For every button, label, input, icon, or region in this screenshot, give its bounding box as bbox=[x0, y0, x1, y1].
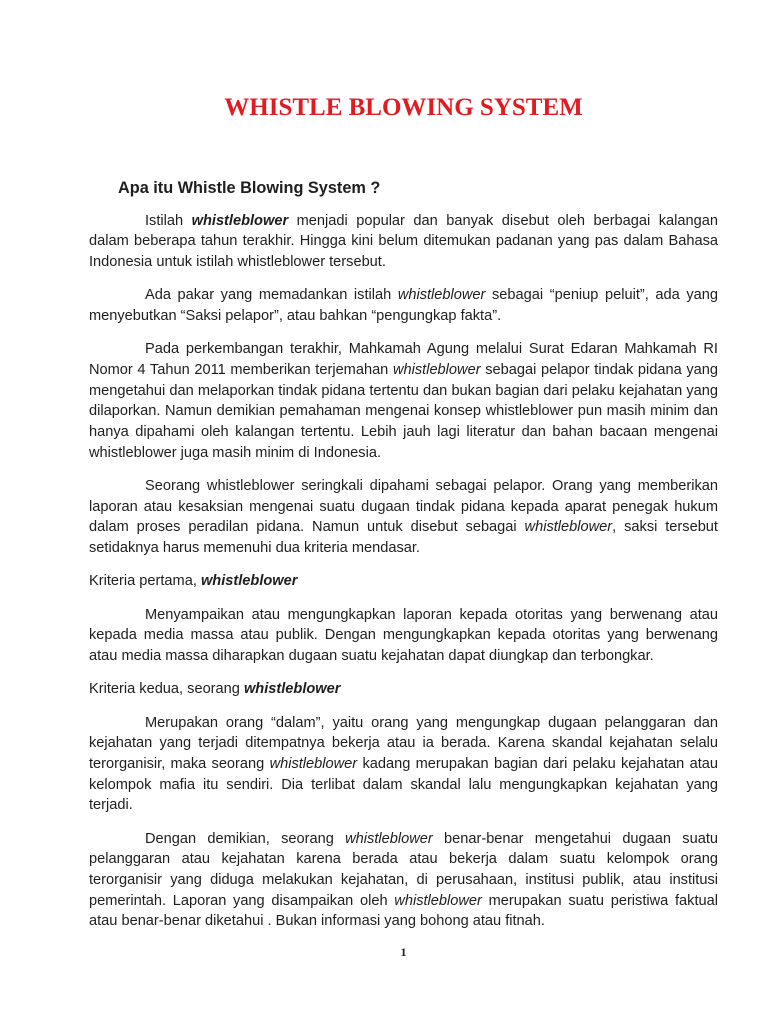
term-whistleblower: whistleblower bbox=[269, 755, 358, 772]
paragraph-text: sebagai “peniup peluit”, ada yang menyebutkan “Saksi pelapor”, atau bahkan “pengungkap fakta”. bbox=[89, 287, 718, 324]
paragraph-text: Menyampaikan atau mengungkapkan laporan kepada otoritas yang berwenang atau kepada media massa atau publik. Dengan mengungkapkan kepada otoritas yang berwenang atau media massa diharapkan dugaan suatu kejahatan dapat diungkap dan terbongkar. bbox=[89, 606, 718, 664]
paragraph-text: Pada perkembangan terakhir, Mahkamah Agung melalui Surat Edaran Mahkamah RI Nomor 4 Tahun 2011 memberikan terjemahan bbox=[89, 341, 718, 378]
paragraph-text: Istilah bbox=[145, 212, 192, 229]
paragraph-text: merupakan suatu peristiwa faktual atau benar-benar diketahui . Bukan informasi yang bohong atau fitnah. bbox=[89, 892, 718, 930]
paragraph-text: Kriteria pertama, bbox=[89, 573, 201, 590]
term-whistleblower: whistleblower bbox=[191, 212, 289, 229]
paragraph-translation bbox=[89, 285, 718, 326]
paragraph-text: menjadi popular dan banyak disebut oleh berbagai kalangan dalam beberapa tahun terakhir. Hingga kini belum ditemukan padanan yang pas dalam Bahasa Indonesia untuk istilah whistleblower tersebut. bbox=[89, 212, 718, 270]
paragraph-text: Kriteria kedua, seorang bbox=[89, 681, 244, 698]
section-heading: Apa itu Whistle Blowing System ? bbox=[118, 179, 381, 197]
paragraph-text: , saksi tersebut setidaknya harus memenuhi dua kriteria mendasar. bbox=[89, 519, 718, 556]
paragraph-text: benar-benar mengetahui dugaan suatu pelanggaran atau kejahatan karena berada atau bekerja dalam suatu kelompok orang terorganisir yang diduga melakukan kejahatan, di perusahaan, institusi publik, atau institusi pemerintah. Laporan yang disampaikan oleh bbox=[89, 830, 718, 909]
term-whistleblower: whistleblower bbox=[392, 362, 481, 378]
paragraph-reporter bbox=[89, 476, 718, 559]
page-number: 1 bbox=[400, 945, 407, 959]
criterion-2-label bbox=[89, 679, 718, 700]
criterion-1-label bbox=[89, 571, 718, 592]
term-whistleblower: whistleblower bbox=[200, 573, 298, 590]
paragraph-text: Seorang whistleblower seringkali dipahami sebagai pelapor. Orang yang memberikan laporan atau kesaksian mengenai suatu dugaan tindak pidana kepada aparat penegak hukum dalam proses peradilan pidana. Namun untuk disebut sebagai bbox=[89, 477, 718, 536]
term-whistleblower: whistleblower bbox=[394, 892, 482, 909]
document-page bbox=[89, 0, 718, 959]
paragraph-text: Ada pakar yang memadankan istilah bbox=[145, 287, 398, 304]
criterion-1-text bbox=[89, 605, 718, 667]
paragraph-text: Merupakan orang “dalam”, yaitu orang yang mengungkap dugaan pelanggaran dan kejahatan yang terjadi ditempatnya bekerja atau ia berada. Karena skandal kejahatan selalu terorganisir, maka seorang bbox=[89, 714, 718, 772]
criterion-2-text bbox=[89, 713, 718, 816]
paragraph-text: kadang merupakan bagian dari pelaku kejahatan atau kelompok mafia itu sendiri. Dia terlibat dalam skandal lalu mengungkapkan kejahatan yang terjadi. bbox=[89, 755, 718, 814]
paragraph-text: Dengan demikian, seorang bbox=[145, 830, 346, 847]
term-whistleblower: whistleblower bbox=[524, 519, 613, 536]
term-whistleblower: whistleblower bbox=[345, 830, 433, 847]
paragraph-supreme-court bbox=[89, 339, 718, 463]
paragraph-text: sebagai pelapor tindak pidana yang mengetahui dan melaporkan tindak pidana tertentu dan bukan bagian dari pelaku kejahatan yang dilaporkan. Namun demikian pemahaman mengenai konsep whistleblower pun masih minim dan hanya dipahami oleh kalangan tertentu. Lebih jauh lagi literatur dan bahan bacaan mengenai whistleblower juga masih minim di Indonesia. bbox=[89, 362, 718, 461]
paragraph-intro bbox=[89, 211, 718, 273]
document-title: WHISTLE BLOWING SYSTEM bbox=[224, 94, 583, 121]
term-whistleblower: whistleblower bbox=[397, 287, 486, 304]
paragraph-conclusion bbox=[89, 829, 718, 932]
term-whistleblower: whistleblower bbox=[243, 681, 341, 698]
